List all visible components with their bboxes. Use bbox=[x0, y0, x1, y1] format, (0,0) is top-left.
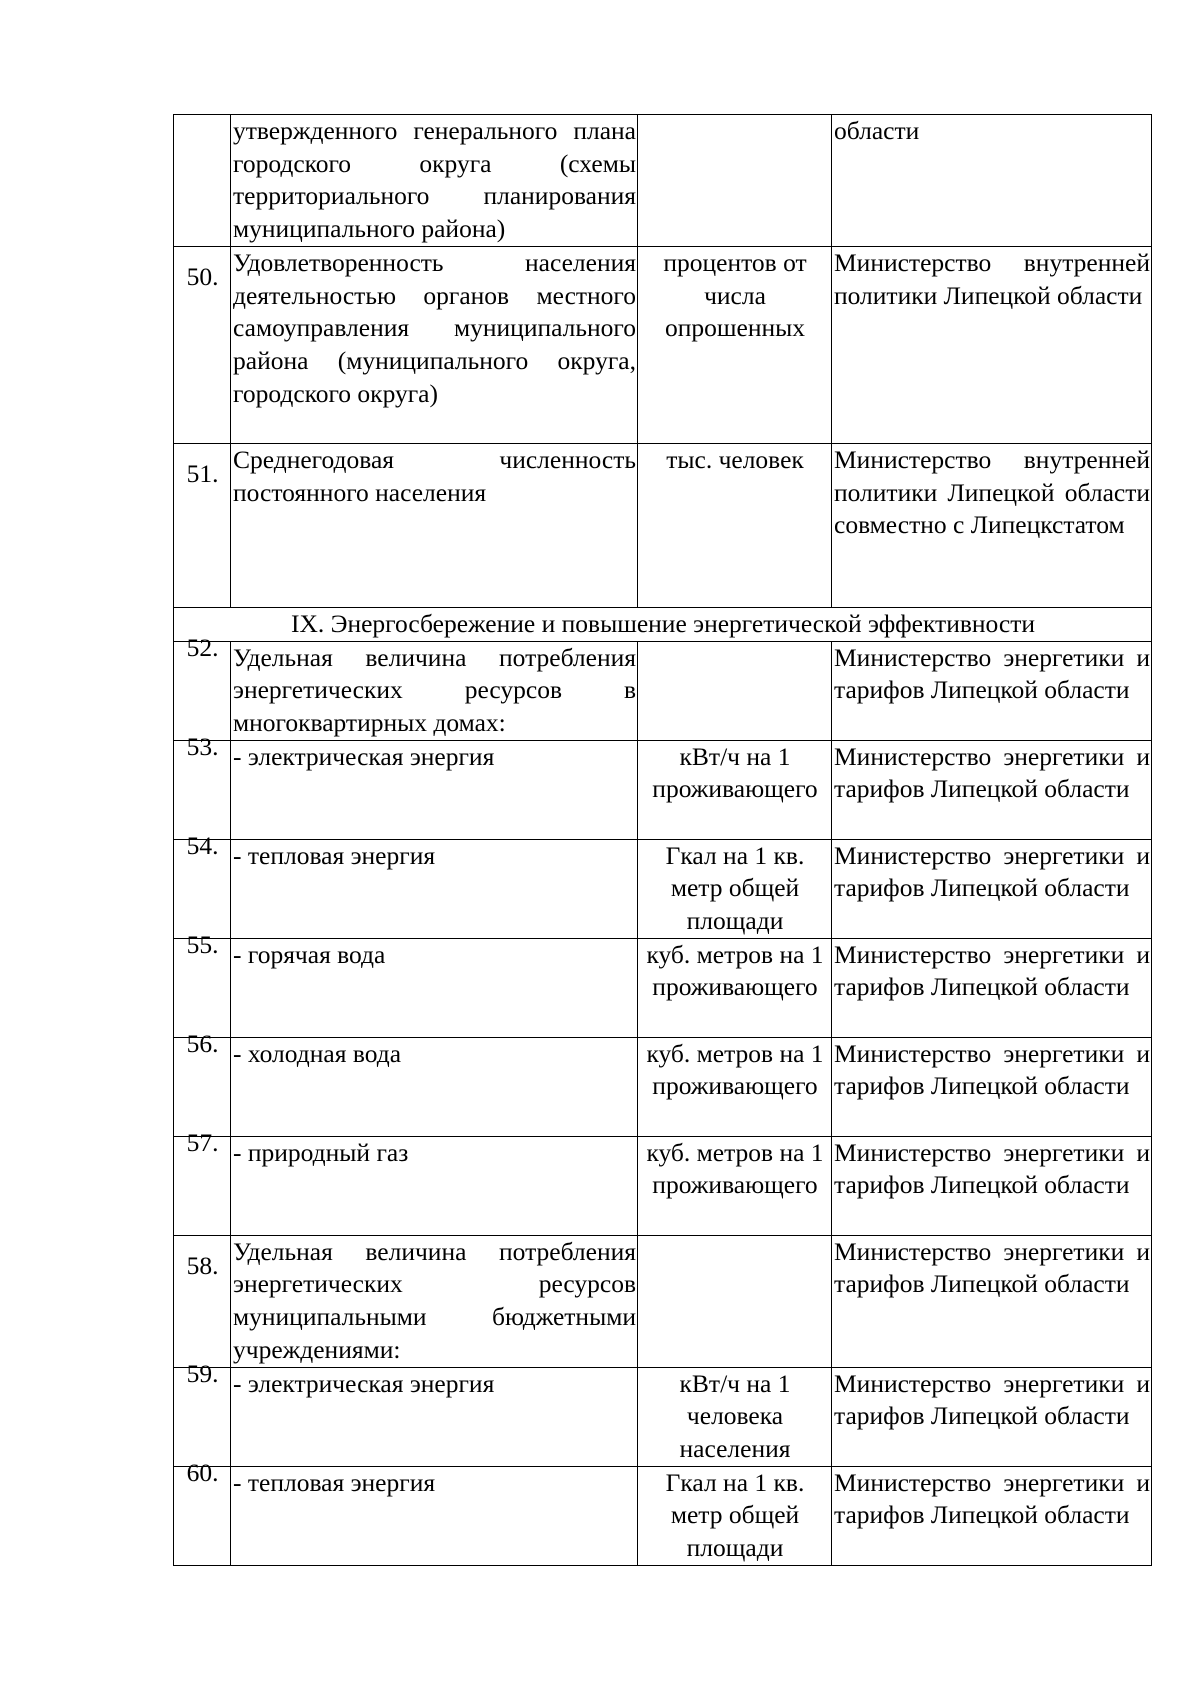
table-row bbox=[174, 1037, 1152, 1136]
table-row bbox=[174, 1466, 1152, 1565]
indicator-cell: - горячая вода bbox=[231, 938, 638, 1037]
source-cell: Министерство энергетики и тарифов Липецкой области bbox=[832, 1235, 1152, 1367]
row-number: 50. bbox=[174, 246, 231, 443]
row-number: 59. bbox=[174, 1367, 231, 1466]
source-cell: Министерство энергетики и тарифов Липецкой области bbox=[832, 1037, 1152, 1136]
source-cell: Министерство энергетики и тарифов Липецкой области bbox=[832, 641, 1152, 740]
table-row bbox=[174, 115, 1152, 247]
table-row bbox=[174, 1136, 1152, 1235]
row-number: 60. bbox=[174, 1466, 231, 1565]
table-row bbox=[174, 1235, 1152, 1367]
source-cell: Министерство энергетики и тарифов Липецкой области bbox=[832, 1466, 1152, 1565]
unit-cell: Гкал на 1 кв. метр общей площади bbox=[638, 1466, 832, 1565]
unit-cell: куб. метров на 1 проживающего bbox=[638, 1136, 832, 1235]
row-number: 55. bbox=[174, 938, 231, 1037]
unit-cell: процентов от числа опрошенных bbox=[638, 246, 832, 443]
row-number: 53. bbox=[174, 740, 231, 839]
indicator-cell: - электрическая энергия bbox=[231, 740, 638, 839]
row-number: 52. bbox=[174, 641, 231, 740]
section-row bbox=[174, 607, 1152, 641]
table-row bbox=[174, 641, 1152, 740]
unit-cell bbox=[638, 1235, 832, 1367]
source-cell: Министерство энергетики и тарифов Липецкой области bbox=[832, 938, 1152, 1037]
row-number bbox=[174, 115, 231, 247]
unit-cell: тыс. человек bbox=[638, 443, 832, 607]
row-number: 57. bbox=[174, 1136, 231, 1235]
source-cell: Министерство энергетики и тарифов Липецкой области bbox=[832, 740, 1152, 839]
source-cell: Министерство энергетики и тарифов Липецкой области bbox=[832, 839, 1152, 938]
table-row bbox=[174, 938, 1152, 1037]
indicator-cell: - электрическая энергия bbox=[231, 1367, 638, 1466]
unit-cell: куб. метров на 1 проживающего bbox=[638, 1037, 832, 1136]
indicator-cell: утвержденного генерального плана городского округа (схемы территориального планирования муниципального района) bbox=[231, 115, 638, 247]
source-cell: Министерство внутренней политики Липецкой области bbox=[832, 246, 1152, 443]
indicator-cell: - холодная вода bbox=[231, 1037, 638, 1136]
unit-cell bbox=[638, 641, 832, 740]
row-number: 51. bbox=[174, 443, 231, 607]
section-heading: IX. Энергосбережение и повышение энергетической эффективности bbox=[174, 607, 1152, 641]
table-row bbox=[174, 740, 1152, 839]
unit-cell: куб. метров на 1 проживающего bbox=[638, 938, 832, 1037]
table-row bbox=[174, 1367, 1152, 1466]
source-cell: Министерство энергетики и тарифов Липецкой области bbox=[832, 1136, 1152, 1235]
indicator-cell: Удовлетворенность населения деятельностью органов местного самоуправления муниципального района (муниципального округа, городского округа) bbox=[231, 246, 638, 443]
table-row bbox=[174, 246, 1152, 443]
indicator-cell: - природный газ bbox=[231, 1136, 638, 1235]
table-row bbox=[174, 443, 1152, 607]
source-cell: области bbox=[832, 115, 1152, 247]
indicators-table bbox=[173, 114, 1152, 1566]
indicator-cell: Удельная величина потребления энергетических ресурсов муниципальными бюджетными учреждениями: bbox=[231, 1235, 638, 1367]
source-cell: Министерство внутренней политики Липецкой области совместно с Липецкстатом bbox=[832, 443, 1152, 607]
source-cell: Министерство энергетики и тарифов Липецкой области bbox=[832, 1367, 1152, 1466]
unit-cell: кВт/ч на 1 проживающего bbox=[638, 740, 832, 839]
indicator-cell: - тепловая энергия bbox=[231, 1466, 638, 1565]
indicator-cell: Удельная величина потребления энергетических ресурсов в многоквартирных домах: bbox=[231, 641, 638, 740]
unit-cell bbox=[638, 115, 832, 247]
unit-cell: Гкал на 1 кв. метр общей площади bbox=[638, 839, 832, 938]
row-number: 54. bbox=[174, 839, 231, 938]
row-number: 58. bbox=[174, 1235, 231, 1367]
indicator-cell: Среднегодовая численность постоянного населения bbox=[231, 443, 638, 607]
row-number: 56. bbox=[174, 1037, 231, 1136]
table-row bbox=[174, 839, 1152, 938]
unit-cell: кВт/ч на 1 человека населения bbox=[638, 1367, 832, 1466]
indicator-cell: - тепловая энергия bbox=[231, 839, 638, 938]
